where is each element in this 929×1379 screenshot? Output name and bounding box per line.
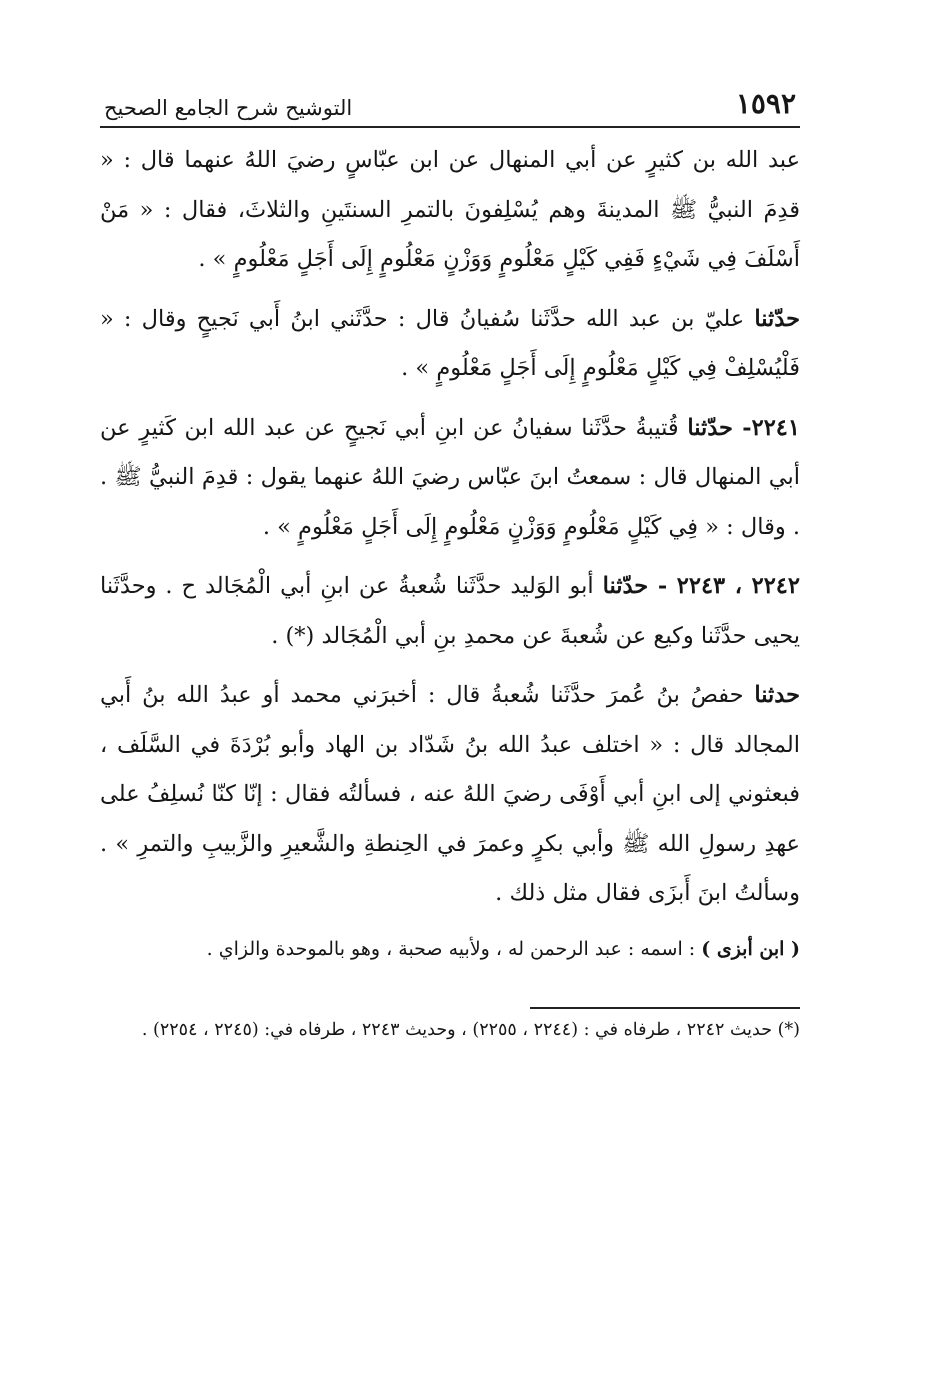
paragraph-1 [100,136,800,285]
paragraph-lead: ٢٢٤٢ ، ٢٢٤٣ - حدّثنا [602,573,800,599]
paragraph-text: عليّ بن عبد الله حدَّثَنا سُفيانُ قال : حدَّثَني ابنُ أَبي نَجيحٍ وقال : « فَلْيُسْلِفْ فِي كَيْلٍ مَعْلُومٍ إِلَى أَجَلٍ مَعْلُومٍ » . [100,305,800,381]
note-lead: ( ابن أبزى ) [701,937,800,960]
page-header [100,70,800,128]
paragraph-lead: ٢٢٤١- حدّثنا [687,414,800,441]
paragraph-hadith-2242-2243 [100,562,800,661]
footnote-divider [530,1007,800,1009]
paragraph-5 [100,671,800,919]
commentary-note [100,929,800,969]
paragraph-text: قُتيبةُ حدَّثَنا سفيانُ عن ابنِ أبي نَجيحٍ عن عبد الله ابن كَثيرٍ عن أبي المنهال قال : سمعتُ ابنَ عبّاس رضيَ اللهُ عنهما يقول : قدِمَ النبيُّ ﷺ . . وقال : « فِي كَيْلٍ مَعْلُومٍ وَوَزْنٍ مَعْلُومٍ إِلَى أَجَلٍ مَعْلُومٍ » . [100,414,800,540]
paragraph-text: حفصُ بنُ عُمرَ حدَّثَنا شُعبةُ قال : أخبرَني محمد أو عبدُ الله بنُ أَبي المجالد قال : « اختلف عبدُ الله بنُ شَدّاد بن الهاد وأبو بُرْدَةَ في السَّلَف ، فبعثوني إلى ابنِ أبي أَوْفَى رضيَ اللهُ عنه ، فسألتُه فقال : إنّا كنّا نُسلِفُ على عهدِ رسولِ الله ﷺ وأبي بكرٍ وعمرَ في الحِنطةِ والشَّعيرِ والزَّبيبِ والتمرِ » . وسألتُ ابنَ أَبزَى فقال مثل ذلك . [100,682,800,906]
paragraph-lead: حدّثنا [754,305,800,332]
note-text: : اسمه : عبد الرحمن له ، ولأبيه صحبة ، وهو بالموحدة والزاي . [206,937,702,960]
paragraph-lead: حدثنا [754,682,800,708]
paragraph-text: أبو الوَليد حدَّثَنا شُعبةُ عن ابنِ أبي الْمُجَالد ح . وحدَّثَنا يحيى حدَّثَنا وكيع عن شُعبةَ عن محمدِ بنِ أبي الْمُجَالد (*) . [100,573,800,649]
footnote: (*) حديث ٢٢٤٢ ، طرفاه في : (٢٢٤٤ ، ٢٢٥٥) ، وحديث ٢٢٤٣ ، طرفاه في: (٢٢٤٥ ، ٢٢٥٤) . [141,1019,800,1040]
book-page [100,70,800,1330]
page-number: ١٥٩٢ [735,87,796,120]
paragraph-text: عبد الله بن كثيرٍ عن أبي المنهال عن ابن عبّاسٍ رضيَ اللهُ عنهما قال : « قدِمَ النبيُّ ﷺ المدينةَ وهم يُسْلِفونَ بالتمرِ السنتَينِ والثلاثَ، فقال : « مَنْ أَسْلَفَ فِي شَيْءٍ فَفِي كَيْلٍ مَعْلُومٍ وَوَزْنٍ مَعْلُومٍ إِلَى أَجَلٍ مَعْلُومٍ » . [100,147,800,272]
paragraph-2 [100,295,800,394]
running-title: التوشيح شرح الجامع الصحيح [104,96,353,120]
main-text [100,136,800,969]
paragraph-hadith-2241 [100,404,800,553]
